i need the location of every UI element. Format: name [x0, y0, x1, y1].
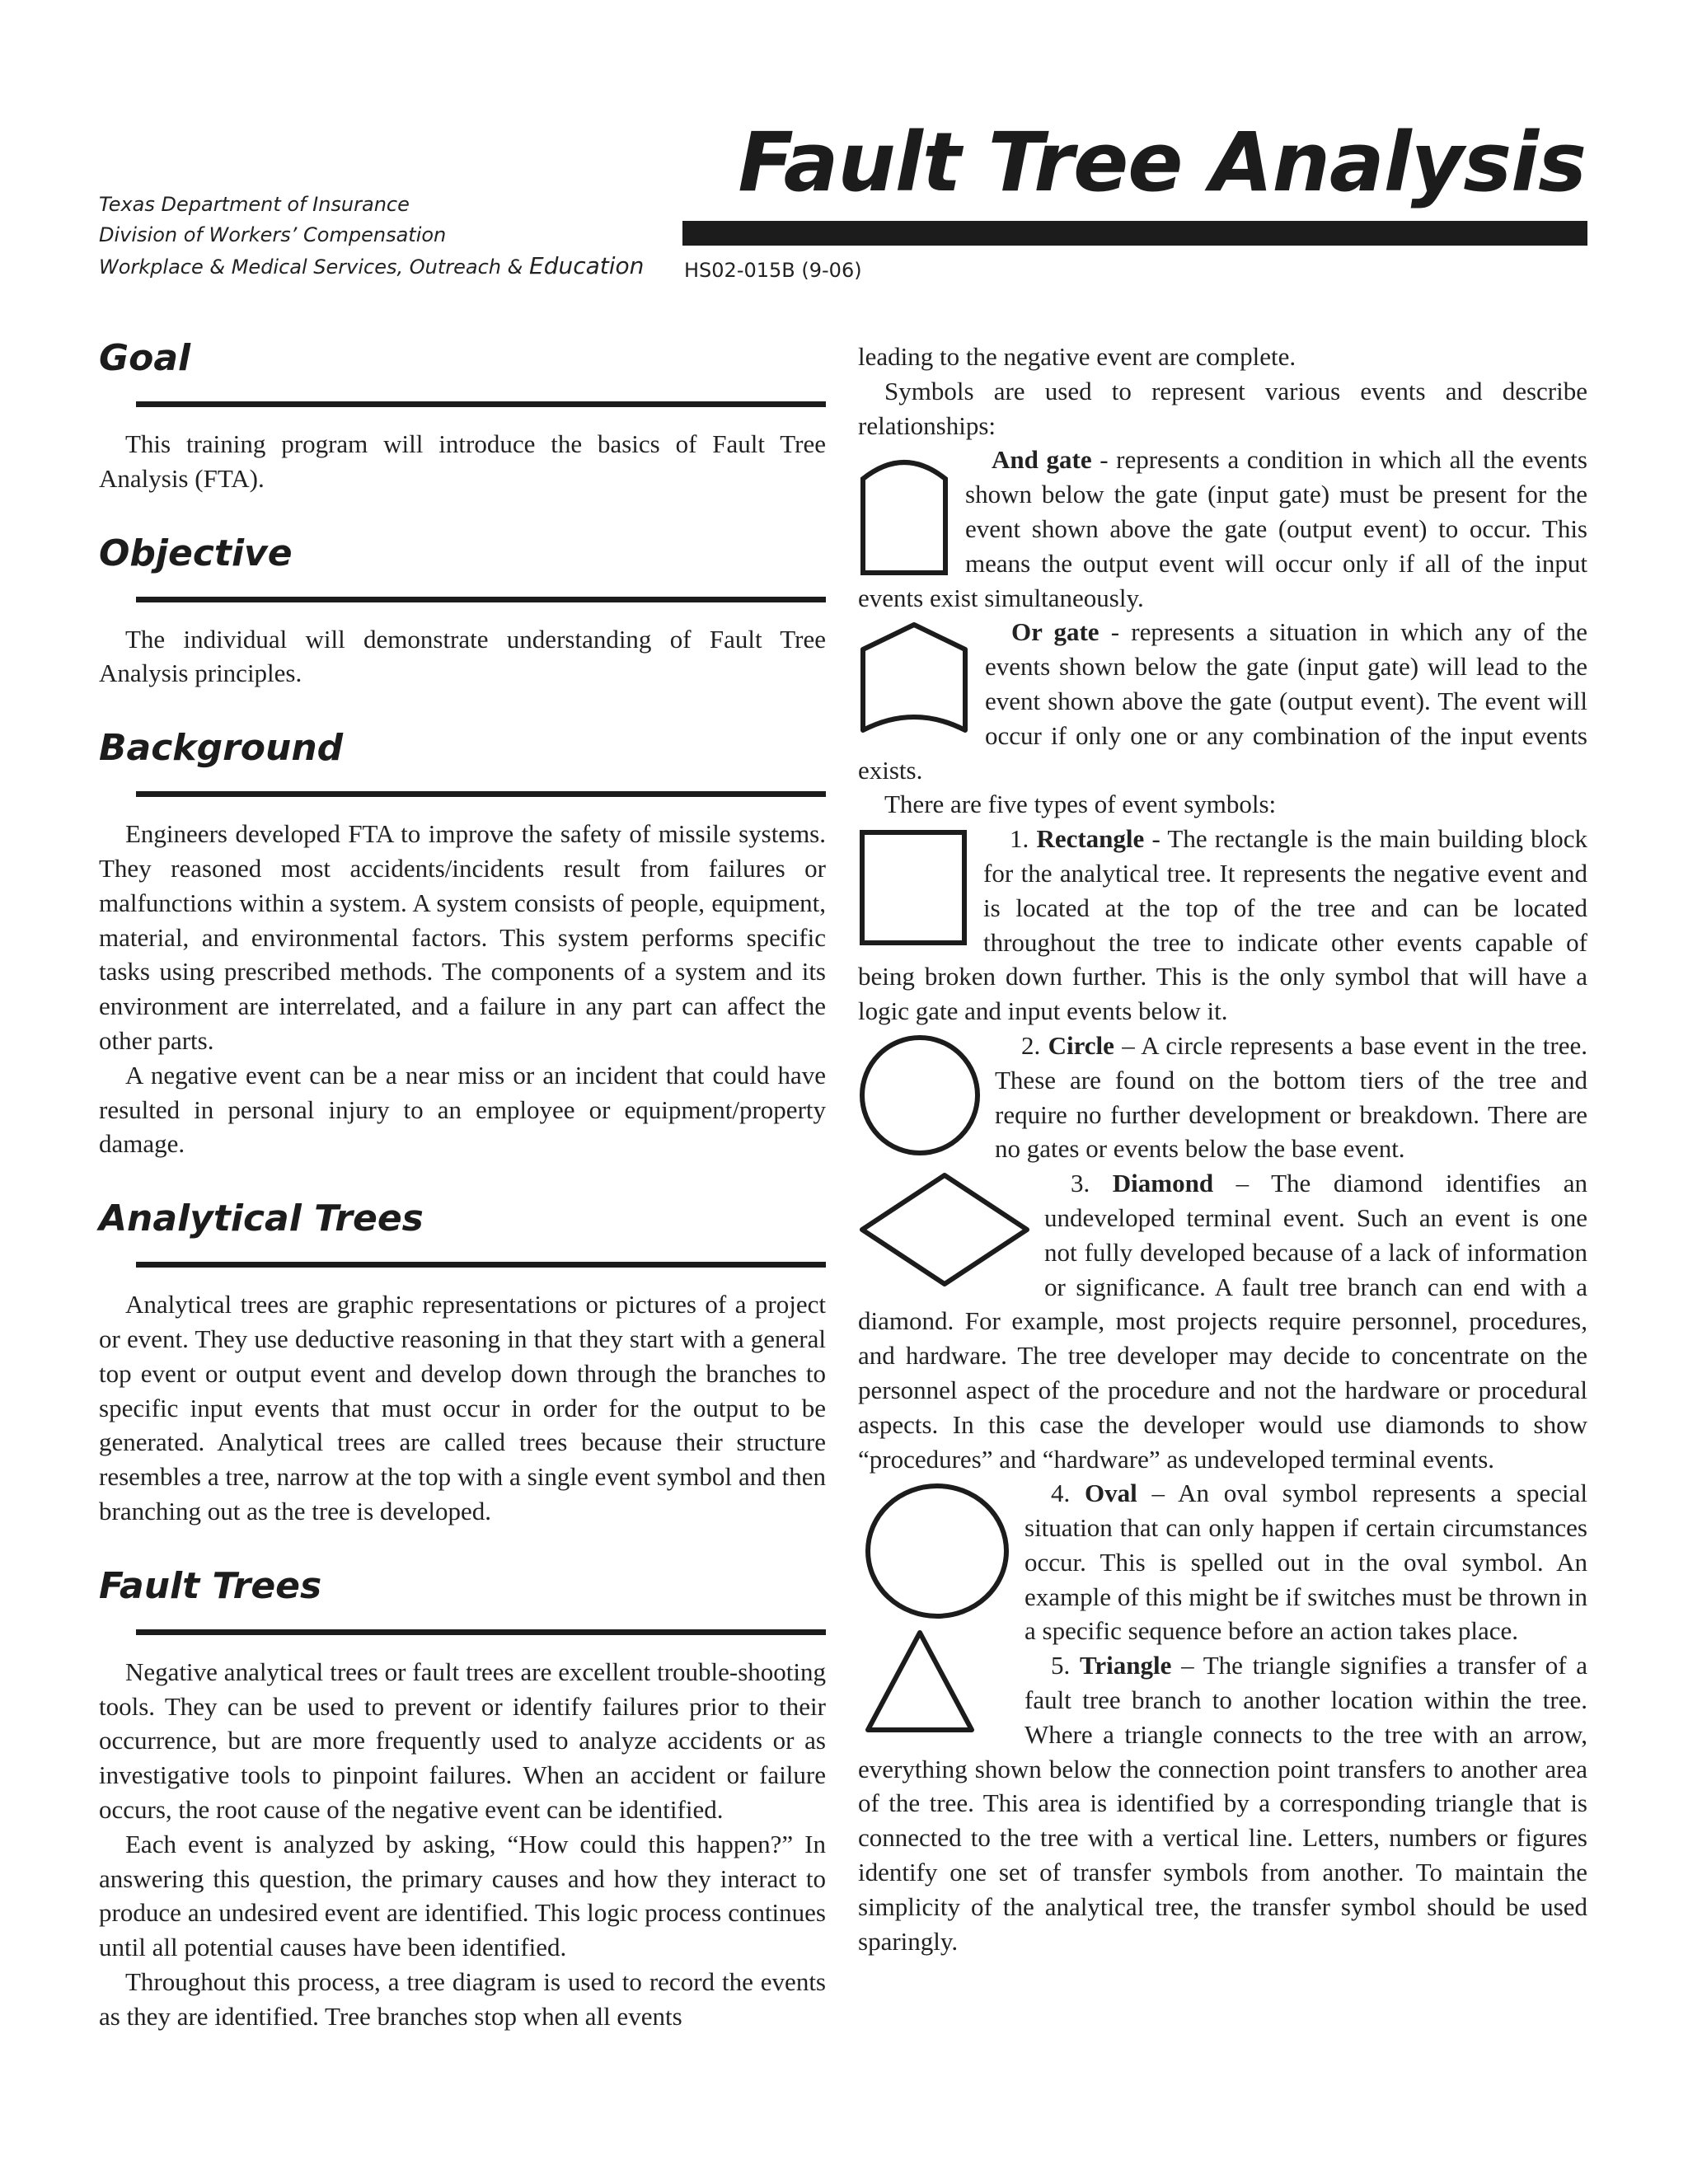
document-title: Fault Tree Analysis	[738, 115, 1586, 210]
rectangle-symbol	[858, 828, 968, 947]
analytical-trees-heading: Analytical Trees	[99, 1197, 424, 1240]
rectangle-icon	[858, 828, 968, 947]
circle-desc: – A circle represents a base event in the tree. These are found on the bottom tiers of the tree and require no further development or breakdown. There are no gates or events below the base event.	[995, 1030, 1588, 1164]
and-gate-icon	[858, 449, 950, 576]
triangle-icon	[863, 1628, 977, 1735]
fault-trees-text-2: Each event is analyzed by asking, “How could this happen?” In answering this question, the primary causes and how they interact to produce an undesired event are identified. This logic process continues until all potential causes have been identified.	[99, 1829, 826, 1962]
left-column	[99, 334, 826, 2034]
diamond-symbol	[858, 1171, 1031, 1288]
circle-term: Circle	[1048, 1030, 1114, 1060]
oval-desc: – An oval symbol represents a special situation that can only happen if certain circumstances occur. This is spelled out in the oval symbol. An example of this might be if switches must be thrown in a specific sequence before an action takes place.	[1025, 1479, 1587, 1646]
fault-trees-heading: Fault Trees	[99, 1564, 322, 1607]
oval-icon	[863, 1481, 1011, 1621]
section-rule	[136, 401, 826, 407]
diamond-num: 3.	[1071, 1169, 1113, 1198]
or-gate-symbol	[858, 621, 970, 737]
oval-term: Oval	[1085, 1479, 1137, 1508]
fault-trees-text-3: Throughout this process, a tree diagram is used to record the events as they are identified. Tree branches stop when all events	[99, 1966, 826, 2031]
org-line-3	[99, 251, 644, 283]
org-line-3b: Education	[529, 252, 645, 279]
organization-block	[99, 190, 644, 283]
goal-heading: Goal	[99, 337, 191, 379]
rectangle-term: Rectangle	[1036, 824, 1145, 854]
fault-trees-text-1: Negative analytical trees or fault trees are excellent trouble-shooting tools. They can be used to prevent or identify failures prior to their occurrence, but are more frequently used to analyze accidents or as investigative tools to pinpoint failures. When an accident or failure occurs, the root cause of the negative event can be identified.	[99, 1657, 826, 1824]
continued-text: leading to the negative event are complete.	[858, 342, 1296, 371]
diamond-icon	[858, 1171, 1031, 1288]
rectangle-desc: - The rectangle is the main building block for the analytical tree. It represents the negative event and is located at the top of the tree and can be located throughout the tree to indicate other events capable of being broken down further. This is the only symbol that will have a logic gate and input events below it.	[858, 824, 1588, 1026]
circle-icon	[858, 1033, 982, 1157]
org-line-2: Division of Workers’ Compensation	[99, 223, 447, 246]
rectangle-num: 1.	[1010, 824, 1037, 854]
org-line-1: Texas Department of Insurance	[99, 193, 410, 216]
triangle-desc: – The triangle signifies a transfer of a fault tree branch to another location within the tree. Where a triangle connects to the tree with an arrow, everything shown below the connection point transfers to another area of the tree. This area is identified by a corresponding triangle that is connected to the tree with a vertical line. Letters, numbers or figures identify one set of transfer symbols from another. To maintain the simplicity of the analytical tree, the transfer symbol should be used sparingly.	[858, 1651, 1588, 1956]
section-rule	[136, 1629, 826, 1635]
background-text-1: Engineers developed FTA to improve the safety of missile systems. They reasoned most accidents/incidents result from failures or malfunctions within a system. A system consists of people, equipment, material, and environmental factors. This system performs specific tasks using prescribed methods. The components of a system and its environment are interrelated, and a failure in any part can affect the other parts.	[99, 819, 826, 1055]
analytical-trees-text: Analytical trees are graphic representations or pictures of a project or event. They use deductive reasoning in that they start with a general top event or output event and develop down through the branches to specific input events that must occur in order for the output to be generated. Analytical trees are called trees because their structure resembles a tree, narrow at the top with a single event symbol and then branching out as the tree is developed.	[99, 1290, 826, 1526]
diamond-desc: – The diamond identifies an undeveloped terminal event. Such an event is one not fully developed because of a lack of information or significance. A fault tree branch can end with a diamond. For example, most projects require personnel, procedures, and hardware. The tree developer may decide to concentrate on the personnel aspect of the procedure and not the hardware or procedural aspects. In this case the developer would use diamonds to show “procedures” and “hardware” as undeveloped terminal events.	[858, 1169, 1587, 1474]
form-number: HS02-015B (9-06)	[684, 259, 862, 282]
objective-heading: Objective	[99, 532, 293, 574]
diamond-term: Diamond	[1112, 1169, 1214, 1198]
right-column	[858, 340, 1587, 1958]
background-heading: Background	[99, 727, 344, 770]
section-rule	[136, 597, 826, 602]
and-gate-symbol	[858, 449, 950, 576]
section-rule	[136, 791, 826, 797]
triangle-num: 5.	[1051, 1651, 1080, 1680]
or-gate-icon	[858, 621, 970, 737]
objective-text: The individual will demonstrate understanding of Fault Tree Analysis principles.	[99, 624, 826, 688]
and-gate-term: And gate	[992, 445, 1092, 475]
circle-symbol	[858, 1033, 982, 1157]
section-rule	[136, 1262, 826, 1268]
org-line-3a: Workplace & Medical Services, Outreach &	[99, 255, 529, 279]
goal-text: This training program will introduce the basics of Fault Tree Analysis (FTA).	[99, 429, 826, 493]
title-bar	[682, 221, 1587, 246]
and-gate-text	[858, 443, 1587, 615]
background-text-2: A negative event can be a near miss or an incident that could have resulted in personal injury to an employee or equipment/property damage.	[99, 1060, 826, 1159]
event-symbols-intro: There are five types of event symbols:	[884, 790, 1277, 819]
symbols-intro: Symbols are used to represent various events and describe relationships:	[858, 376, 1587, 440]
triangle-term: Triangle	[1079, 1651, 1172, 1680]
or-gate-desc: - represents a situation in which any of the events shown below the gate (input gate) will lead to the event shown above the gate (output event). The event will occur if only one or any combination of the input events exists.	[858, 617, 1587, 785]
or-gate-term: Or gate	[1011, 617, 1100, 647]
oval-num: 4.	[1051, 1479, 1085, 1508]
and-gate-desc: - represents a condition in which all the events shown below the gate (input gate) must be present for the event shown above the gate (output event) to occur. This means the output event will occur only if all of the input events exist simultaneously.	[858, 445, 1587, 612]
circle-num: 2.	[1021, 1030, 1048, 1060]
shape-stack	[863, 1481, 1011, 1735]
